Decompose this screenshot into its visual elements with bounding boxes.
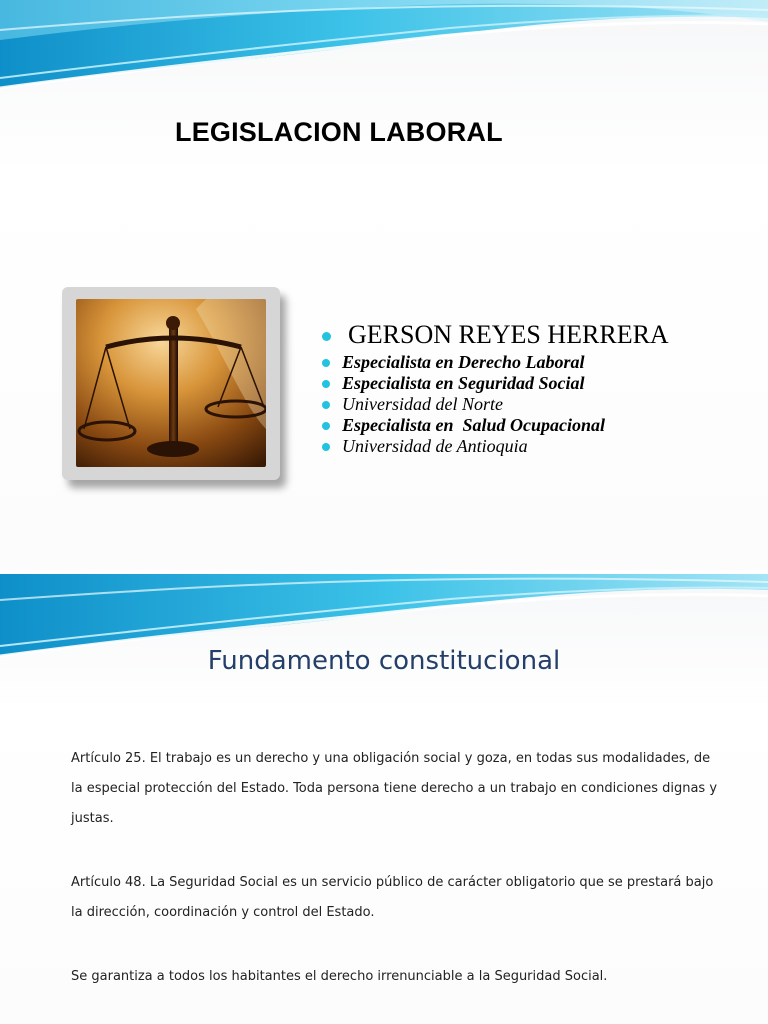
bullet-icon [322, 422, 330, 430]
list-item: Universidad del Norte [322, 394, 669, 415]
article-48-paragraph: Artículo 48. La Seguridad Social es un servicio público de carácter obligatorio que se prestará bajo la dirección, coordinación y control del Estado. [71, 875, 714, 920]
list-item: Especialista en Derecho Laboral [322, 352, 669, 373]
bullet-icon [322, 359, 330, 367]
article-25-paragraph: Artículo 25. El trabajo es un derecho y una obligación social y goza, en todas sus modalidades, de la especial protección del Estado. Toda persona tiene derecho a un trabajo en condiciones dignas y justas. [71, 751, 718, 826]
author-bullet-list [322, 318, 669, 457]
slide-title: LEGISLACION LABORAL [175, 117, 503, 147]
bullet-icon [322, 380, 330, 388]
bullet-icon [322, 401, 330, 409]
bullet-icon [322, 332, 331, 341]
slide-title: Fundamento constitucional [207, 646, 561, 676]
list-item: Especialista en Seguridad Social [322, 373, 669, 394]
photo-frame [62, 287, 280, 480]
guarantee-paragraph: Se garantiza a todos los habitantes el derecho irrenunciable a la Seguridad Social. [71, 969, 608, 984]
wave-banner-top [0, 0, 768, 100]
slide-2 [0, 574, 768, 1024]
list-item: Universidad de Antioquia [322, 436, 669, 457]
scales-of-justice-image [76, 299, 266, 467]
bullet-icon [322, 443, 330, 451]
list-item: Especialista en Salud Ocupacional [322, 415, 669, 436]
list-item: GERSON REYES HERRERA [322, 318, 669, 352]
